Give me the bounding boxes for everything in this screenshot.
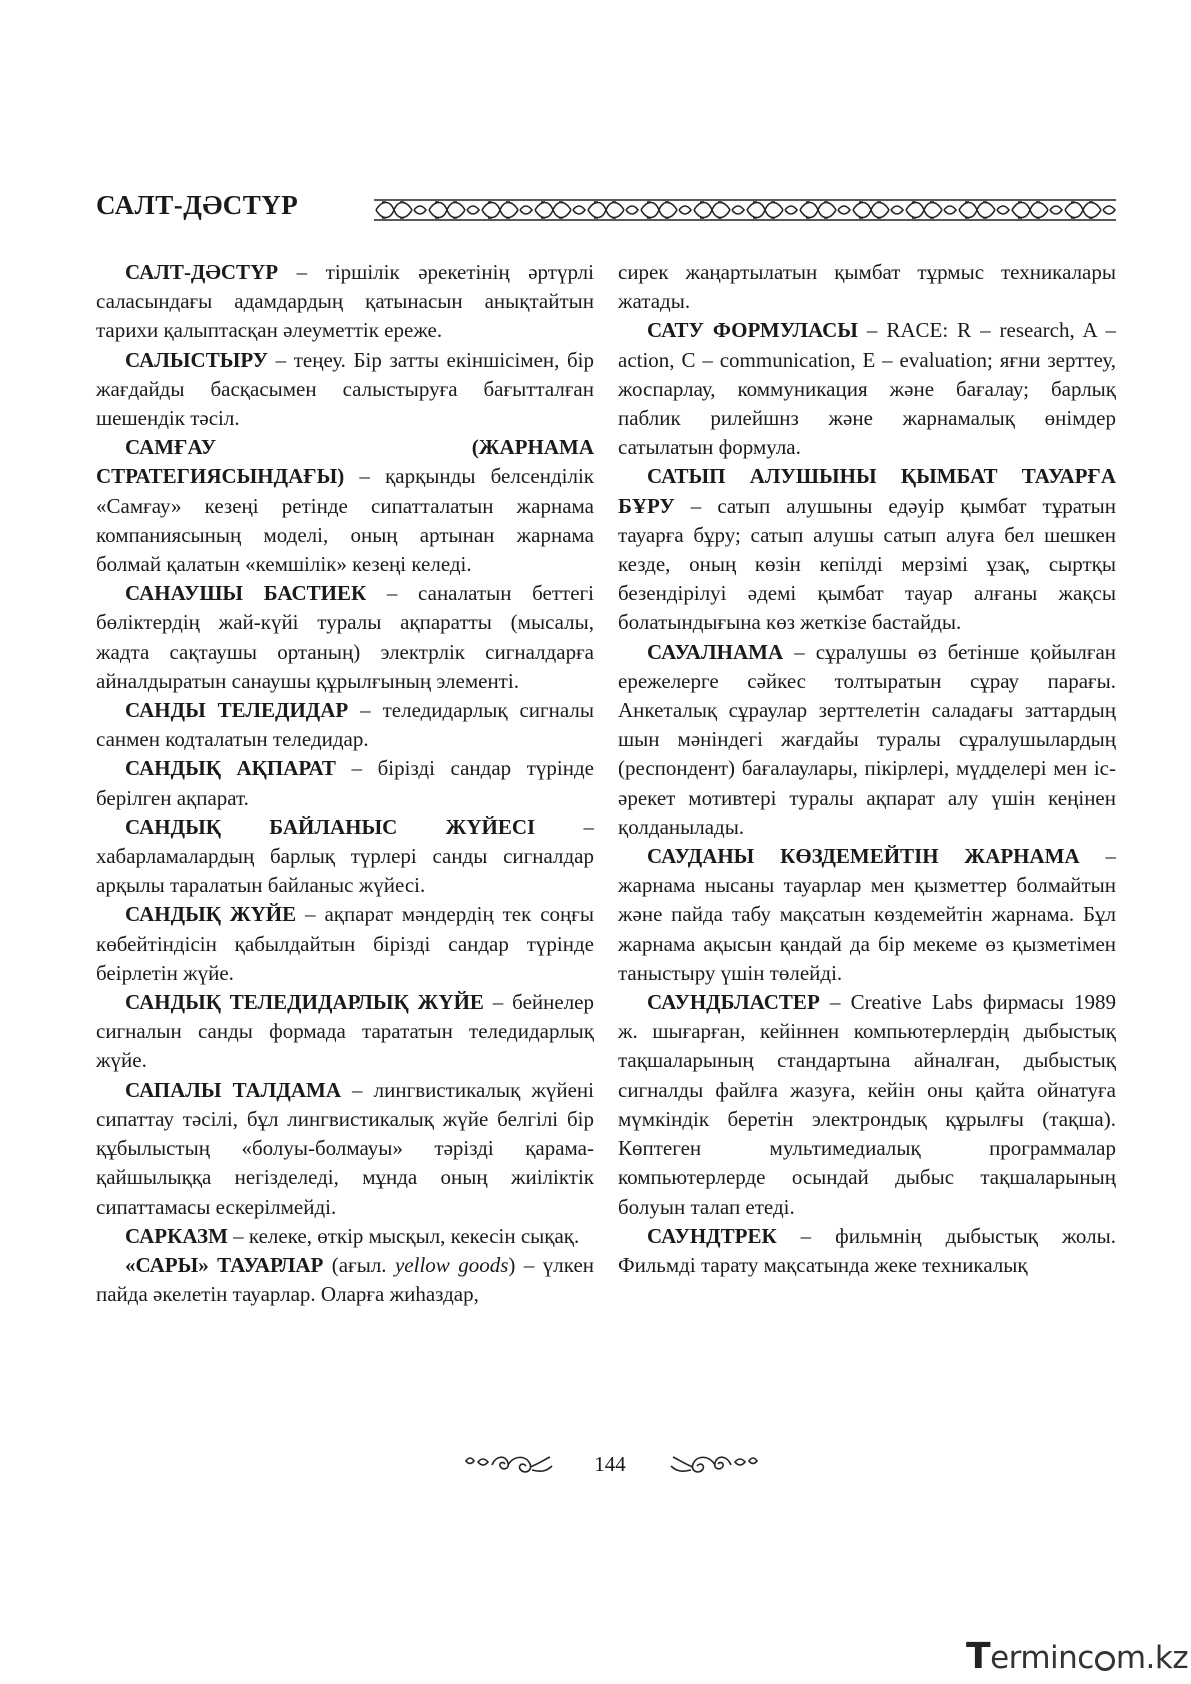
entry-definition: қарқынды белсенділік «Самғау» кезеңі ретінде сипатталатын жарнама компаниясының моделі, оның артынан жарнама болмай қалатын «кемшілік» кезеңі келеді. bbox=[96, 464, 595, 577]
termincom-watermark[interactable] bbox=[966, 1636, 1189, 1677]
entry-definition: фильмнің дыбыстық жолы. Фильмді тарату мақсатында жеке техникалық bbox=[618, 1223, 1116, 1277]
ornament-band-icon bbox=[374, 199, 1116, 221]
entry-term: САТЫП АЛУШЫНЫ ҚЫМБАТ ТАУАРҒА БҰРУ bbox=[618, 464, 1116, 518]
entry-separator: – bbox=[366, 581, 419, 606]
entry-columns bbox=[96, 258, 1116, 1438]
entry-definition: бейнелер сигналын санды формада тарататын теледидарлық жүйе. bbox=[96, 990, 594, 1073]
right-column bbox=[618, 258, 1116, 1438]
entry-term: САУНДБЛАСТЕР bbox=[647, 990, 820, 1015]
entry-separator: – bbox=[340, 1077, 374, 1102]
dictionary-entry bbox=[618, 316, 1116, 462]
entry-definition: теледидарлық сигналы санмен кодталатын теледидар. bbox=[96, 698, 594, 752]
dictionary-entry bbox=[96, 754, 594, 812]
ornament-knot-icon bbox=[429, 202, 479, 218]
entry-term: САНДЫ ТЕЛЕДИДАР bbox=[125, 698, 349, 723]
ornament-knot-icon bbox=[376, 202, 426, 218]
entry-definition: саналатын беттегі бөліктердің жай-күйі туралы ақпаратты (мысалы, жадта сақтаушы ортаның) электрлік сигналдарға айналдыратын санаушы құрылғының элементі. bbox=[96, 581, 595, 693]
watermark-o-circle-icon bbox=[1095, 1651, 1115, 1671]
entry-term: САУНДТРЕК bbox=[647, 1223, 777, 1248]
running-head bbox=[96, 190, 1116, 230]
entry-separator: – bbox=[819, 990, 851, 1015]
dictionary-entry bbox=[618, 842, 1116, 988]
entry-term: САПАЛЫ ТАЛДАМА bbox=[125, 1077, 341, 1102]
ornament-knot-icon bbox=[482, 202, 532, 218]
entry-separator: – bbox=[483, 990, 513, 1015]
entry-term: САЛЫСТЫРУ bbox=[125, 347, 269, 372]
entry-term: САРКАЗМ bbox=[125, 1223, 228, 1248]
page-footer bbox=[0, 1450, 1191, 1486]
entry-separator: – bbox=[268, 347, 294, 372]
entry-definition: сатып алушыны едәуір қымбат тұратын тауарға бұру; сатып алушы сатып алуға бел шешкен кезде, оның көзін кепілді мерзімі ұзақ, сыртқы безендірілуі әдемі қымбат тауар алғаны жақсы болатындығына көз жеткізе бастайды. bbox=[618, 493, 1116, 635]
section-title: САЛТ-ДӘСТҮР bbox=[96, 190, 299, 220]
entry-separator: – bbox=[783, 639, 816, 664]
entry-definition: келеке, өткір мысқыл, кекесін сықақ. bbox=[248, 1223, 580, 1248]
entry-term: САНДЫҚ БАЙЛАНЫС ЖҮЙЕСІ bbox=[125, 814, 536, 839]
entry-foreign-term: yellow goods bbox=[394, 1252, 509, 1277]
dictionary-entry bbox=[96, 1076, 594, 1222]
ornament-knot-icon bbox=[1065, 202, 1115, 218]
entry-term: САНДЫҚ ТЕЛЕДИДАРЛЫҚ ЖҮЙЕ bbox=[125, 990, 484, 1015]
dictionary-entry bbox=[618, 258, 1116, 316]
entry-continuation: сирек жаңартылатын қымбат тұрмыс техникалары жатады. bbox=[618, 260, 1116, 314]
entry-definition: тіршілік әрекетінің әртүрлі саласындағы адамдардың қатынасын анықтайтын тарихи қалыптасқан әлеуметтік ереже. bbox=[96, 260, 594, 343]
entry-separator: – bbox=[776, 1223, 836, 1248]
entry-term: САУДАНЫ КӨЗДЕМЕЙТІН ЖАРНАМА bbox=[647, 844, 1080, 869]
dictionary-entry bbox=[96, 433, 594, 579]
ornament-knot-icon bbox=[959, 202, 1009, 218]
entry-separator: – bbox=[857, 318, 887, 343]
entry-separator: – bbox=[227, 1223, 249, 1248]
entry-term: САТУ ФОРМУЛАСЫ bbox=[647, 318, 858, 343]
entry-term: САНДЫҚ ЖҮЙЕ bbox=[125, 902, 297, 927]
entry-definition: бірізді сандар түрінде берілген ақпарат. bbox=[96, 756, 595, 810]
dictionary-entry bbox=[96, 346, 594, 434]
entry-term: САЛТ-ДӘСТҮР bbox=[125, 260, 279, 284]
ornament-knot-icon bbox=[1012, 202, 1062, 218]
entry-definition: сұралушы өз бетінше қойылған ережелерге сәйкес толтыратын сұрау парағы. Анкеталық сұраулар зерттелетін саладағы заттардың шын мәніндегі жағдайы туралы сұралушылардың (респондент) бағалаулары, пікірлері, мүдделері мен іс-әрекет мотивтері туралы ақпарат алу үшін кеңінен қолданылады. bbox=[618, 639, 1117, 839]
curl-ornament-right-icon bbox=[669, 1452, 761, 1478]
ornament-knot-icon bbox=[800, 202, 850, 218]
watermark-middle: erminc bbox=[990, 1640, 1094, 1676]
entry-separator: – bbox=[1079, 844, 1116, 869]
dictionary-entry bbox=[96, 696, 594, 754]
dictionary-entry bbox=[618, 1222, 1116, 1280]
entry-definition: ) – үлкен пайда әкелетін тауарлар. Оларға жиһаздар, bbox=[96, 1252, 594, 1307]
dictionary-entry bbox=[618, 638, 1116, 842]
ornament-knot-icon bbox=[694, 202, 744, 218]
curl-ornament-left-icon bbox=[462, 1452, 554, 1478]
dictionary-entry bbox=[96, 579, 594, 696]
dictionary-entry bbox=[96, 1222, 594, 1251]
entry-definition: Creative Labs фирмасы 1989 ж. шығарған, кейіннен компьютерлердің дыбыстық тақшаларының стандартына айналған, дыбыстық сигналды файлға жазуға, кейін оны қайта ойнатуға мүмкіндік беретін электрондық құрылғы (тақша). Көптеген мультимедиалық программалар компьютерлерде осындай дыбыс тақшаларының болуын талап етеді. bbox=[618, 990, 1116, 1219]
dictionary-entry bbox=[96, 813, 594, 901]
entry-term: САУАЛНАМА bbox=[647, 639, 784, 664]
dictionary-entry bbox=[618, 988, 1116, 1222]
entry-separator: – bbox=[674, 493, 718, 518]
ornament-knot-icon bbox=[906, 202, 956, 218]
entry-definition: жарнама нысаны тауарлар мен қызметтер болмайтын және пайда табу мақсатын көздемейтін жарнама. Бұл жарнама ақысын қандай да бір мекеме өз қызметімен таныстыру үшін төлейді. bbox=[618, 873, 1116, 985]
dictionary-entry bbox=[96, 1251, 594, 1309]
entry-definition: ақпарат мәндердің тек соңғы көбейтіндісін қабылдайтын бірізді сандар түрінде беірлетін жүйе. bbox=[96, 902, 595, 985]
entry-definition: RACE: R – research, A – action, C – communication, E – evaluation; яғни зерттеу, жоспарлау, коммуникация және бағалау; барлық паблик рилейшнз және жарнамалық өнімдер сатылатын формула. bbox=[618, 318, 1116, 460]
page-number: 144 bbox=[594, 1452, 626, 1476]
entry-term: САНДЫҚ АҚПАРАТ bbox=[125, 756, 336, 781]
ornament-knot-icon bbox=[588, 202, 638, 218]
entry-term: «САРЫ» ТАУАРЛАР bbox=[125, 1252, 324, 1277]
ornament-knot-icon bbox=[641, 202, 691, 218]
entry-separator: – bbox=[296, 902, 325, 927]
entry-separator: – bbox=[535, 814, 594, 839]
ornament-knot-icon bbox=[747, 202, 797, 218]
entry-separator: – bbox=[344, 464, 386, 489]
entry-separator: (ағыл. bbox=[323, 1252, 395, 1277]
entry-definition: теңеу. Бір затты екіншісімен, бір жағдайды басқасымен салыстыруға бағытталған шешендік тәсіл. bbox=[96, 347, 594, 431]
ornament-knot-icon bbox=[535, 202, 585, 218]
entry-separator: – bbox=[335, 756, 378, 781]
entry-term: САМҒАУ (ЖАРНАМА СТРАТЕГИЯСЫНДАҒЫ) bbox=[96, 435, 594, 489]
dictionary-entry bbox=[96, 988, 594, 1076]
ornament-knot-icon bbox=[853, 202, 903, 218]
entry-separator: – bbox=[278, 260, 326, 284]
left-column bbox=[96, 258, 594, 1438]
watermark-suffix: m.kz bbox=[1115, 1640, 1189, 1676]
dictionary-entry bbox=[96, 258, 594, 346]
dictionary-entry bbox=[618, 462, 1116, 637]
entry-definition: хабарламалардың барлық түрлері санды сигналдар арқылы таралатын байланыс жүйесі. bbox=[96, 844, 594, 898]
entry-separator: – bbox=[348, 698, 383, 723]
entry-term: САНАУШЫ БАСТИЕК bbox=[125, 581, 367, 606]
watermark-prefix: T bbox=[966, 1636, 991, 1677]
entry-definition: лингвистикалық жүйені сипаттау тәсілі, бұл лингвистикалық жүйе белгілі бір құбылыстың «болуы-болмауы» тәрізді қарама-қайшылыққа негізделеді, мұнда оның жиіліктік сипаттамасы ескерілмейді. bbox=[96, 1077, 594, 1219]
dictionary-entry bbox=[96, 900, 594, 988]
